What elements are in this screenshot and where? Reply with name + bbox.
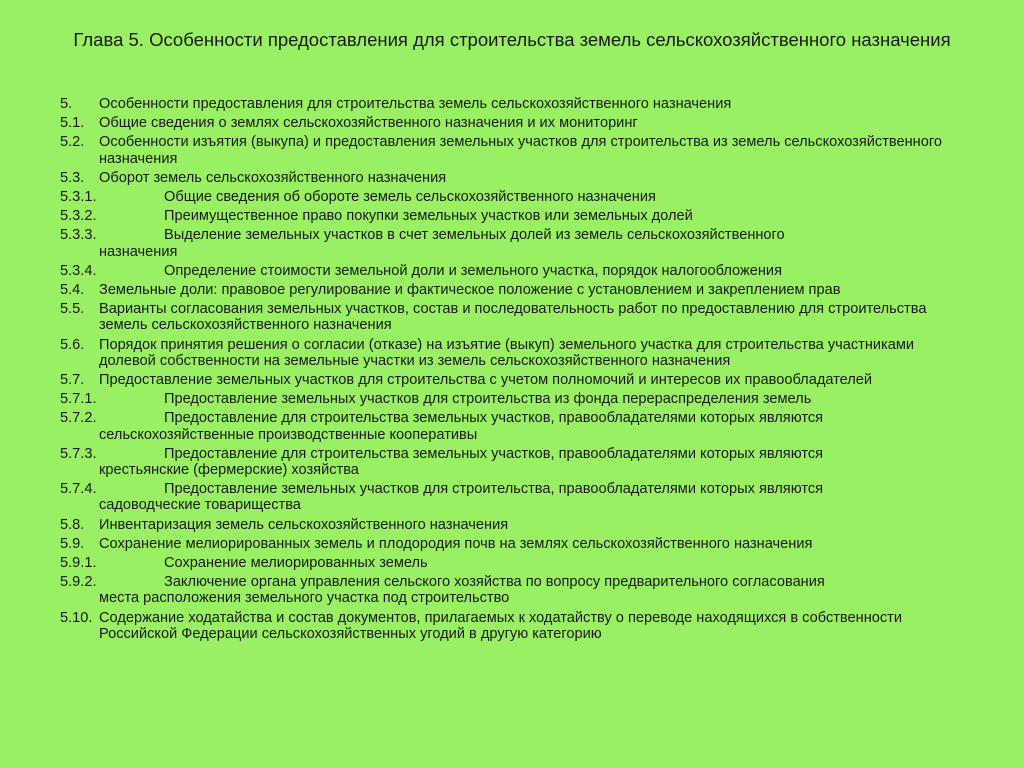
toc-number: 5.9.	[60, 535, 85, 552]
toc-item-5-4	[60, 282, 960, 298]
toc-number: 5.10.	[60, 609, 93, 626]
toc-number: 5.9.2.	[60, 574, 97, 591]
toc-number: 5.3.2.	[60, 208, 97, 225]
toc-text: Инвентаризация земель сельскохозяйственного назначения	[99, 516, 509, 533]
toc-text: Выделение земельных участков в счет земельных долей из земель сельскохозяйственного	[164, 227, 785, 244]
toc-text: Предоставление земельных участков для строительства с учетом полномочий и интересов их правообладателей	[99, 372, 873, 389]
toc-text: Оборот земель сельскохозяйственного назначения	[99, 169, 447, 186]
toc-item-5-3-2	[60, 208, 960, 224]
toc-text: Общие сведения об обороте земель сельскохозяйственного назначения	[164, 189, 656, 206]
toc-number: 5.7.	[60, 372, 85, 389]
toc-number: 5.3.4.	[60, 262, 97, 279]
toc-text-continuation: садоводческие товарищества	[99, 497, 301, 514]
toc-text: Предоставление земельных участков для строительства из фонда перераспределения земель	[164, 391, 812, 408]
toc-number: 5.3.	[60, 169, 85, 186]
toc-number: 5.2.	[60, 134, 85, 151]
toc-item-5-9	[60, 536, 960, 552]
toc-number: 5.7.4.	[60, 481, 97, 498]
toc-text: Преимущественное право покупки земельных участков или земельных долей	[164, 208, 693, 225]
toc-item-5-3	[60, 170, 960, 186]
toc-item-5-2	[60, 134, 960, 166]
toc-text: Сохранение мелиорированных земель и плодородия почв на землях сельскохозяйственного назначения	[99, 535, 813, 552]
toc-item-5-9-2	[60, 574, 960, 606]
toc-number: 5.6.	[60, 336, 85, 353]
toc-text: Особенности предоставления для строительства земель сельскохозяйственного назначения	[99, 96, 732, 112]
toc-number: 5.	[60, 96, 73, 112]
toc-text-continuation: места расположения земельного участка под строительство	[99, 590, 510, 607]
toc-item-5-3-4	[60, 263, 960, 279]
toc-number: 5.7.2.	[60, 410, 97, 427]
toc-text: Содержание ходатайства и состав документов, прилагаемых к ходатайству о переводе находящихся в собственности Российской Федерации сельскохозяйственных угодий в другую категорию	[99, 609, 902, 642]
toc-number: 5.3.1.	[60, 189, 97, 206]
toc-item-5-10	[60, 610, 960, 642]
toc-text-continuation: крестьянские (фермерские) хозяйства	[99, 462, 359, 479]
toc-item-5-1	[60, 115, 960, 131]
toc-item-5-7-1	[60, 391, 960, 407]
toc-item-5-3-3	[60, 227, 960, 259]
toc-item-5-3-1	[60, 189, 960, 205]
toc-text: Варианты согласования земельных участков, состав и последовательность работ по предоставлению для строительства земель сельскохозяйственного назначения	[99, 301, 927, 334]
toc-number: 5.7.3.	[60, 445, 97, 462]
toc-item-5-5	[60, 301, 960, 333]
toc-text: Особенности изъятия (выкупа) и предоставления земельных участков для строительства из земель сельскохозяйственного назначения	[99, 134, 942, 167]
toc-number: 5.9.1.	[60, 555, 97, 572]
toc-text: Сохранение мелиорированных земель	[164, 555, 428, 572]
toc-text-continuation: назначения	[99, 243, 178, 260]
toc-number: 5.1.	[60, 115, 85, 132]
toc-item-5-7	[60, 372, 960, 388]
toc-number: 5.5.	[60, 301, 85, 318]
toc-text: Предоставление земельных участков для строительства, правообладателями которых являются	[164, 481, 824, 498]
toc-text-continuation: сельскохозяйственные производственные кооперативы	[99, 426, 478, 443]
toc-number: 5.8.	[60, 516, 85, 533]
toc-item-5-7-4	[60, 481, 960, 513]
toc-text: Порядок принятия решения о согласии (отказе) на изъятие (выкуп) земельного участка для строительства участниками долевой собственности на земельные участки из земель сельскохозяйственного назначения	[99, 336, 915, 369]
toc-number: 5.4.	[60, 282, 85, 299]
toc-text: Определение стоимости земельной доли и земельного участка, порядок налогообложения	[164, 262, 782, 279]
toc-item-5-9-1	[60, 555, 960, 571]
toc-item-5-6	[60, 337, 960, 369]
toc-item-5-7-3	[60, 446, 960, 478]
toc-item-5-8	[60, 517, 960, 533]
toc-text: Заключение органа управления сельского хозяйства по вопросу предварительного согласования	[164, 574, 825, 591]
toc-text: Общие сведения о землях сельскохозяйственного назначения и их мониторинг	[99, 115, 638, 132]
table-of-contents	[60, 96, 960, 645]
toc-number: 5.7.1.	[60, 391, 97, 408]
toc-item-5	[60, 96, 960, 112]
toc-text: Земельные доли: правовое регулирование и фактическое положение с установлением и закреплением прав	[99, 282, 841, 299]
toc-text: Предоставление для строительства земельных участков, правообладателями которых являются	[164, 445, 824, 462]
toc-text: Предоставление для строительства земельных участков, правообладателями которых являются	[164, 410, 824, 427]
toc-item-5-7-2	[60, 410, 960, 442]
page-title: Глава 5. Особенности предоставления для строительства земель сельскохозяйственного назначения	[73, 29, 951, 50]
toc-number: 5.3.3.	[60, 227, 97, 244]
